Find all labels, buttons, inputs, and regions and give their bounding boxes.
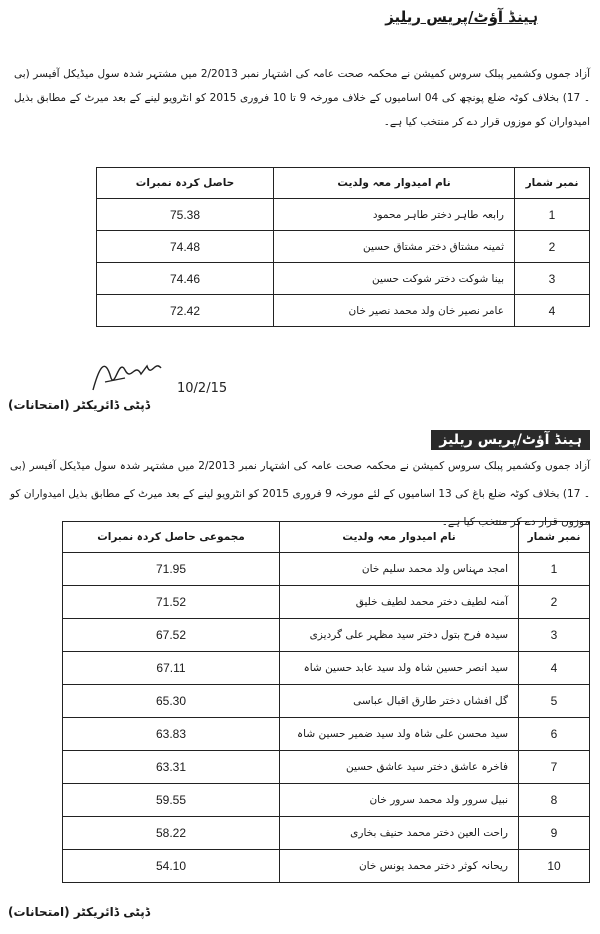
name-cell: بینا شوکت دختر شوکت حسین (274, 263, 515, 295)
serial-cell: 1 (519, 553, 590, 586)
serial-cell: 9 (519, 817, 590, 850)
name-cell: ریحانہ کوثر دختر محمد یونس خان (280, 850, 519, 883)
score-cell: 74.48 (97, 231, 274, 263)
notice1-table (96, 167, 590, 327)
serial-cell: 10 (519, 850, 590, 883)
name-cell: امجد مہناس ولد محمد سلیم خان (280, 553, 519, 586)
table-row (97, 263, 590, 295)
score-cell: 72.42 (97, 295, 274, 327)
serial-cell: 5 (519, 685, 590, 718)
serial-cell: 4 (515, 295, 590, 327)
serial-cell: 2 (515, 231, 590, 263)
score-cell: 75.38 (97, 199, 274, 231)
name-cell: سید انصر حسین شاہ ولد سید عابد حسین شاہ (280, 652, 519, 685)
table-row (63, 652, 590, 685)
table-row (97, 199, 590, 231)
score-cell: 54.10 (63, 850, 280, 883)
score-cell: 63.83 (63, 718, 280, 751)
name-cell: عامر نصیر خان ولد محمد نصیر خان (274, 295, 515, 327)
name-cell: آمنہ لطیف دختر محمد لطیف خلیق (280, 586, 519, 619)
table-row (63, 784, 590, 817)
header-name: نام امیدوار معہ ولدیت (274, 168, 515, 199)
notice2-table (62, 521, 590, 883)
signature (85, 348, 235, 398)
table-row (97, 231, 590, 263)
header-serial: نمبر شمار (519, 522, 590, 553)
serial-cell: 3 (519, 619, 590, 652)
header-score: مجموعی حاصل کردہ نمبرات (63, 522, 280, 553)
table-row (63, 619, 590, 652)
notice2-designation: ڈپٹی ڈائریکٹر (امتحانات) (8, 905, 151, 919)
table-header-row (63, 522, 590, 553)
score-cell: 63.31 (63, 751, 280, 784)
header-score: حاصل کردہ نمبرات (97, 168, 274, 199)
score-cell: 74.46 (97, 263, 274, 295)
header-name: نام امیدوار معہ ولدیت (280, 522, 519, 553)
table-row (63, 850, 590, 883)
notice1-title: ہینڈ آؤٹ/پریس ریلیز (385, 8, 538, 26)
score-cell: 67.11 (63, 652, 280, 685)
name-cell: رابعہ طاہر دختر طاہر محمود (274, 199, 515, 231)
table-row (63, 553, 590, 586)
signature-date: 10/2/15 (177, 381, 228, 396)
notice1-paragraph: آزاد جموں وکشمیر پبلک سروس کمیشن نے محکمہ صحت عامہ کی اشتہار نمبر 2/2013 میں مشتہر شدہ سول میڈیکل آفیسر (بی ۔ 17) بخلاف کوٹہ ضلع پونچھ کی 04 اسامیوں کے خلاف مورخہ 9 تا 10 فروری 2015 کو انٹرویو لینے کے بعد میرٹ کے مطابق بذیل امیدواران کو موزوں قرار دے کر منتخب کیا ہے۔ (14, 68, 590, 128)
name-cell: سیدہ فرح بتول دختر سید مظہر علی گردیزی (280, 619, 519, 652)
score-cell: 65.30 (63, 685, 280, 718)
table-header-row (97, 168, 590, 199)
serial-cell: 8 (519, 784, 590, 817)
notice1-designation: ڈپٹی ڈائریکٹر (امتحانات) (8, 398, 151, 412)
table-row (63, 586, 590, 619)
name-cell: سید محسن علی شاہ ولد سید ضمیر حسین شاہ (280, 718, 519, 751)
name-cell: راحت العین دختر محمد حنیف بخاری (280, 817, 519, 850)
notice2-paragraph: آزاد جموں وکشمیر پبلک سروس کمیشن نے محکمہ صحت عامہ کی اشتہار نمبر 2/2013 میں مشتہر شدہ سول میڈیکل آفیسر (بی ۔ 17) بخلاف کوٹہ ضلع باغ کی 13 اسامیوں کے لئے مورخہ 9 فروری 2015 کو انٹرویو لینے کے بعد میرٹ کے مطابق بذیل امیدواران کو موزوں قرار دے کر منتخب کیا ہے۔ (10, 460, 590, 528)
score-cell: 67.52 (63, 619, 280, 652)
table-row (63, 718, 590, 751)
name-cell: نبیل سرور ولد محمد سرور خان (280, 784, 519, 817)
notice2-title: ہینڈ آؤٹ/پریس ریلیز (431, 430, 590, 450)
name-cell: فاخرہ عاشق دختر سید عاشق حسین (280, 751, 519, 784)
score-cell: 71.95 (63, 553, 280, 586)
header-serial: نمبر شمار (515, 168, 590, 199)
table-row (63, 751, 590, 784)
name-cell: ثمینہ مشتاق دختر مشتاق حسین (274, 231, 515, 263)
table-row (63, 817, 590, 850)
serial-cell: 1 (515, 199, 590, 231)
serial-cell: 7 (519, 751, 590, 784)
name-cell: گل افشاں دختر طارق اقبال عباسی (280, 685, 519, 718)
score-cell: 71.52 (63, 586, 280, 619)
serial-cell: 6 (519, 718, 590, 751)
score-cell: 59.55 (63, 784, 280, 817)
table-row (97, 295, 590, 327)
serial-cell: 4 (519, 652, 590, 685)
serial-cell: 2 (519, 586, 590, 619)
score-cell: 58.22 (63, 817, 280, 850)
serial-cell: 3 (515, 263, 590, 295)
table-row (63, 685, 590, 718)
